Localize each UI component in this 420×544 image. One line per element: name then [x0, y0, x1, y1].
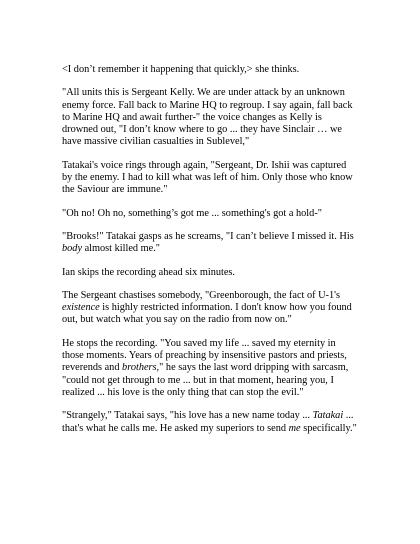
- text-run: ... that's what he calls me. He asked my superiors to send: [62, 410, 354, 434]
- paragraph: [62, 410, 358, 435]
- text-run: "Oh no! Oh no, something’s got me ... something's got a hold-": [62, 207, 322, 219]
- text-run: "Brooks!" Tatakai gasps as he screams, "I can’t believe I missed it. His: [62, 230, 354, 242]
- italic-text-run: me: [288, 422, 301, 434]
- italic-text-run: Tatakai: [312, 410, 344, 422]
- text-run: Ian skips the recording ahead six minutes.: [62, 266, 236, 278]
- paragraph: [62, 87, 358, 148]
- italic-text-run: body: [62, 243, 83, 255]
- text-run: He stops the recording. "You saved my life ... saved my eternity in those moments. Years of preaching by insensitive pastors and priests, reverends and: [62, 337, 347, 374]
- text-run: "Strangely," Tatakai says, "his love has a new name today ...: [62, 410, 313, 422]
- italic-text-run: brothers,: [122, 362, 160, 374]
- text-run: almost killed me.": [82, 243, 161, 255]
- text-run: The Sergeant chastises somebody, "Greenborough, the fact of U-1's: [62, 289, 340, 301]
- body-text: [62, 64, 358, 435]
- italic-text-run: existence: [62, 302, 100, 314]
- paragraph: [62, 290, 358, 327]
- text-run: <I don’t remember it happening that quickly,> she thinks.: [62, 64, 300, 75]
- paragraph: [62, 160, 358, 197]
- text-run: Tatakai's voice rings through again, "Sergeant, Dr. Ishii was captured by the enemy. I had to kill what was left of him. Only those who know the Saviour are immune.": [62, 159, 353, 196]
- text-run: is highly restricted information. I don't know how you found out, but watch what you say on the radio from now on.": [62, 302, 352, 326]
- paragraph: [62, 267, 358, 279]
- paragraph: [62, 338, 358, 399]
- text-run: "All units this is Sergeant Kelly. We are under attack by an unknown enemy force. Fall back to Marine HQ to regroup. I say again, fall back to Marine HQ and await further-" the voice changes as Kelly is drowned out, "I don’t know where to go ... they have Sinclair … we have massive civilian casualties in Sublevel,": [62, 87, 353, 148]
- paragraph: [62, 64, 358, 76]
- paragraph: [62, 231, 358, 256]
- document-page: [62, 64, 358, 446]
- text-run: specifically.": [300, 422, 357, 434]
- paragraph: [62, 208, 358, 220]
- text-run: " he says the last word dripping with sarcasm, "could not get through to me ... but in that moment, hearing you, I realized ... his love is the only thing that can stop the evil.": [62, 362, 349, 398]
